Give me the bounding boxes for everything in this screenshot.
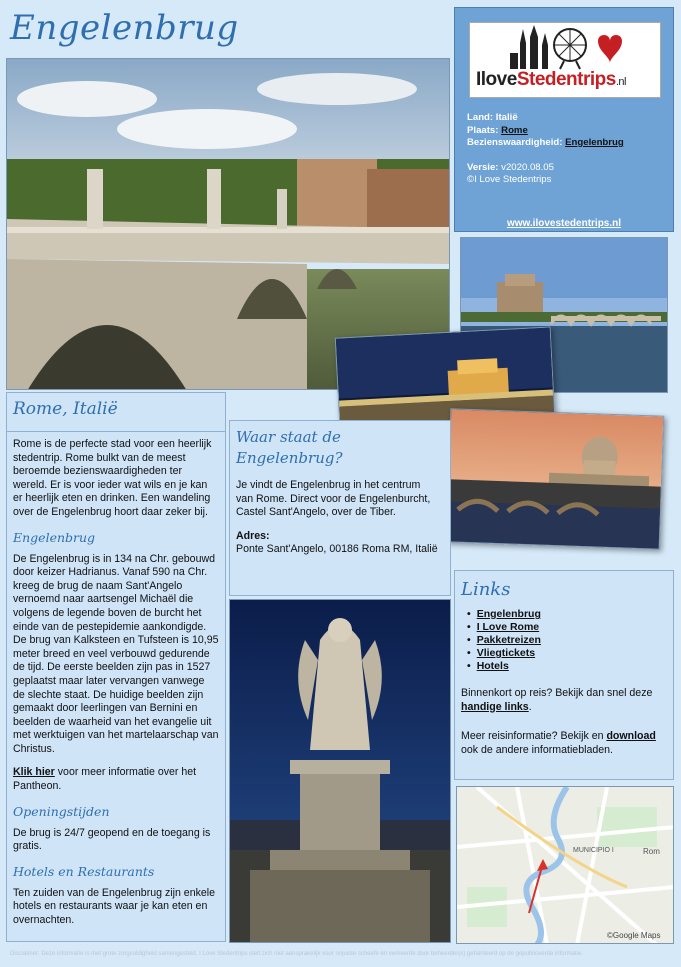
copyright: ©I Love Stedentrips xyxy=(467,174,552,185)
history-text: De Engelenbrug is in 134 na Chr. gebouwd door keizer Hadrianus. Vanaf 590 na Chr. kreeg de brug de naam Sant'Angelo vernoemd naar aartsengel Michaël die volgens de legende boven de burcht het einde van de pestepidemie aankondigde. De brug van Kalksteen en Tufsteen is 10,95 meter breed en veel verbouwd gedurende de tijd. De eerste beelden zijn pas in 1527 geplaatst maar later vervangen vanwege de slechte staat. De huidige beelden zijn gemaakt door leerlingen van Bernini en beelden de waarheid van het evangelie uit met werktuigen van het martelaarschap van Christus. xyxy=(13,552,219,755)
more-info-link[interactable]: Klik hier xyxy=(13,766,55,779)
versie-value: v2020.08.05 xyxy=(501,161,554,173)
vatican-sunset-photo xyxy=(446,408,665,549)
more-info-text: voor meer informatie over het Pantheon. xyxy=(13,766,197,793)
logo-suffix: .nl xyxy=(615,76,626,88)
address-label: Adres: xyxy=(236,529,270,542)
skyline-logo-icon xyxy=(470,23,662,73)
info-sidebar xyxy=(454,7,674,232)
handy-links-link[interactable]: handige links xyxy=(461,700,529,713)
hotels-text: Ten zuiden van de Engelenbrug zijn enkele hotels en restaurants waar je kan eten en overnachten. xyxy=(13,886,216,927)
logo-main: Stedentrips xyxy=(516,69,616,90)
list-item xyxy=(467,621,667,634)
address-text: Ponte Sant'Angelo, 00186 Roma RM, Italië xyxy=(236,543,438,556)
list-item xyxy=(467,647,667,660)
map-label-roma: Rom xyxy=(643,847,660,856)
left-column xyxy=(6,392,226,942)
angel-statue-photo xyxy=(229,599,451,943)
links-list xyxy=(467,608,667,673)
link-pakketreizen[interactable]: Pakketreizen xyxy=(476,634,541,646)
trip-text: Binnenkort op reis? Bekijk dan snel deze xyxy=(461,687,653,699)
site-logo[interactable] xyxy=(469,22,661,98)
hotels-subheading: Hotels en Restaurants xyxy=(13,863,155,879)
intro-text: Rome is de perfecte stad voor een heerlijk stedentrip. Rome bulkt van de meest beroemde bezienswaardigheden ter wereld. Er is voor ieder wat wils en je kan er heerlijk eten en drinken. Een wandeling over de Engelenbrug hoort daar zeker bij. xyxy=(13,438,212,518)
links-heading: Links xyxy=(461,579,511,600)
plaats-label: Plaats: xyxy=(467,124,499,136)
more-info-prefix: Meer reisinformatie? Bekijk en xyxy=(461,730,604,743)
opening-text: De brug is 24/7 geopend en de toegang is gratis. xyxy=(13,826,211,853)
plaats-link[interactable]: Rome xyxy=(501,124,528,136)
map-label-municipio: MUNICIPIO I xyxy=(573,847,614,854)
rome-heading: Rome, Italië xyxy=(13,399,118,419)
engelenbrug-subheading: Engelenbrug xyxy=(13,529,96,545)
link-i-love-rome[interactable]: I Love Rome xyxy=(476,621,540,633)
list-item xyxy=(467,634,667,647)
land-value: Italië xyxy=(495,112,518,123)
land-label: Land: xyxy=(467,112,494,123)
location-heading: Waar staat de Engelenbrug? xyxy=(236,428,343,467)
map-attribution: ©Google Maps xyxy=(607,931,661,940)
link-engelenbrug[interactable]: Engelenbrug xyxy=(476,608,541,620)
opening-subheading: Openingstijden xyxy=(13,803,110,819)
site-url-link[interactable]: www.ilovestedentrips.nl xyxy=(506,218,622,229)
logo-prefix: Ilove xyxy=(476,69,517,90)
info-block xyxy=(467,112,624,187)
location-panel xyxy=(229,420,451,596)
link-vliegtickets[interactable]: Vliegtickets xyxy=(476,647,536,659)
location-map[interactable] xyxy=(456,786,674,944)
versie-label: Versie: xyxy=(467,161,499,173)
link-hotels[interactable]: Hotels xyxy=(476,660,509,672)
list-item xyxy=(467,608,667,621)
more-info-suffix: ook de andere informatiebladen. xyxy=(461,743,613,756)
location-text: Je vindt de Engelenbrug in het centrum van Rome. Direct voor de Engelenburcht, Castel Sant'Angelo, over de Tiber. xyxy=(236,479,431,519)
heart-icon xyxy=(598,35,622,63)
links-panel: Links • Engelenbrug • I Love Rome • Pakketreizen • Vliegtickets • Hotels Binnenkort op reis? Bekijk dan snel deze handige links. Meer reisinformatie? Bekijk en download ook de andere informatiebladen. xyxy=(454,570,674,780)
bez-link[interactable]: Engelenbrug xyxy=(565,137,624,148)
disclaimer: Disclaimer: Deze informatie is met grote zorgvuldigheid samengesteld. I Love Stedentrips stelt zich niet aansprakelijk voor onjuiste scheefe en verkeerde door beheerder(s) gehanteerd op de gepubliceerde informatie. xyxy=(10,951,583,957)
page-title: Engelenbrug xyxy=(10,8,239,48)
download-link[interactable]: download xyxy=(606,730,656,743)
list-item xyxy=(467,660,667,673)
bez-label: Bezienswaardigheid: xyxy=(467,137,563,148)
